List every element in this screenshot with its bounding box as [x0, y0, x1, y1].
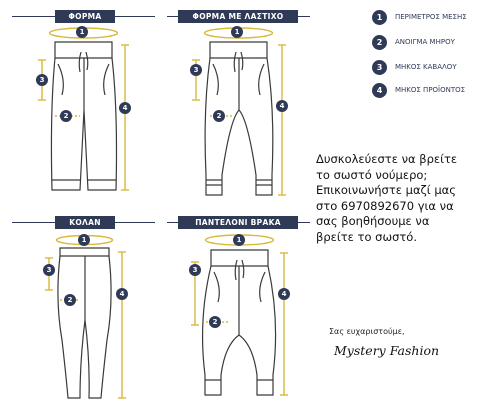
legend-label: ΜΗΚΟΣ ΚΑΒΑΛΟΥ — [395, 63, 457, 71]
legend-number: 4 — [372, 83, 387, 98]
legend-label: ΑΝΟΙΓΜΑ ΜΗΡΟΥ — [395, 38, 455, 46]
marker-thigh: 2 — [213, 110, 225, 122]
help-message-line: Δυσκολεύεστε να βρείτε — [316, 152, 458, 166]
panel-title: ΦΟΡΜΑ ΜΕ ΛΑΣΤΙΧΟ — [178, 10, 298, 23]
marker-waist: 1 — [231, 26, 243, 38]
marker-thigh: 2 — [60, 110, 72, 122]
thanks-text: Σας ευχαριστούμε, — [329, 327, 405, 336]
marker-length: 4 — [116, 288, 128, 300]
marker-waist: 1 — [76, 26, 88, 38]
help-message-line: στο 6970892670 για να — [316, 198, 454, 213]
legend-label: ΜΗΚΟΣ ΠΡΟΪΟΝΤΟΣ — [395, 86, 466, 94]
marker-length: 4 — [119, 102, 131, 114]
help-message-line: Επικοινωνήστε μαζί μας — [316, 183, 456, 197]
brand-signature: Mystery Fashion — [334, 343, 440, 358]
legend-number: 2 — [372, 35, 387, 50]
marker-length: 4 — [278, 288, 290, 300]
marker-rise: 3 — [43, 264, 55, 276]
marker-waist: 1 — [78, 234, 90, 246]
help-message — [316, 152, 478, 245]
legend-number: 3 — [372, 60, 387, 75]
marker-rise: 3 — [190, 64, 202, 76]
marker-rise: 3 — [189, 264, 201, 276]
marker-thigh: 2 — [209, 316, 221, 328]
marker-thigh: 2 — [64, 294, 76, 306]
help-message-line: το σωστό νούμερο; — [316, 167, 428, 182]
legend-label: ΠΕΡΙΜΕΤΡΟΣ ΜΕΣΗΣ — [395, 13, 467, 21]
panel-title: ΦΟΡΜΑ — [55, 10, 115, 23]
panel-title: ΚΟΛΑΝ — [55, 216, 115, 229]
help-message-line: σας βοηθήσουμε να — [316, 214, 430, 228]
legend-number: 1 — [372, 10, 387, 25]
marker-waist: 1 — [233, 234, 245, 246]
marker-rise: 3 — [36, 74, 48, 86]
help-message-line: βρείτε το σωστό. — [316, 229, 417, 244]
panel-title: ΠΑΝΤΕΛΟΝΙ ΒΡΑΚΑ — [178, 216, 298, 229]
marker-length: 4 — [276, 100, 288, 112]
